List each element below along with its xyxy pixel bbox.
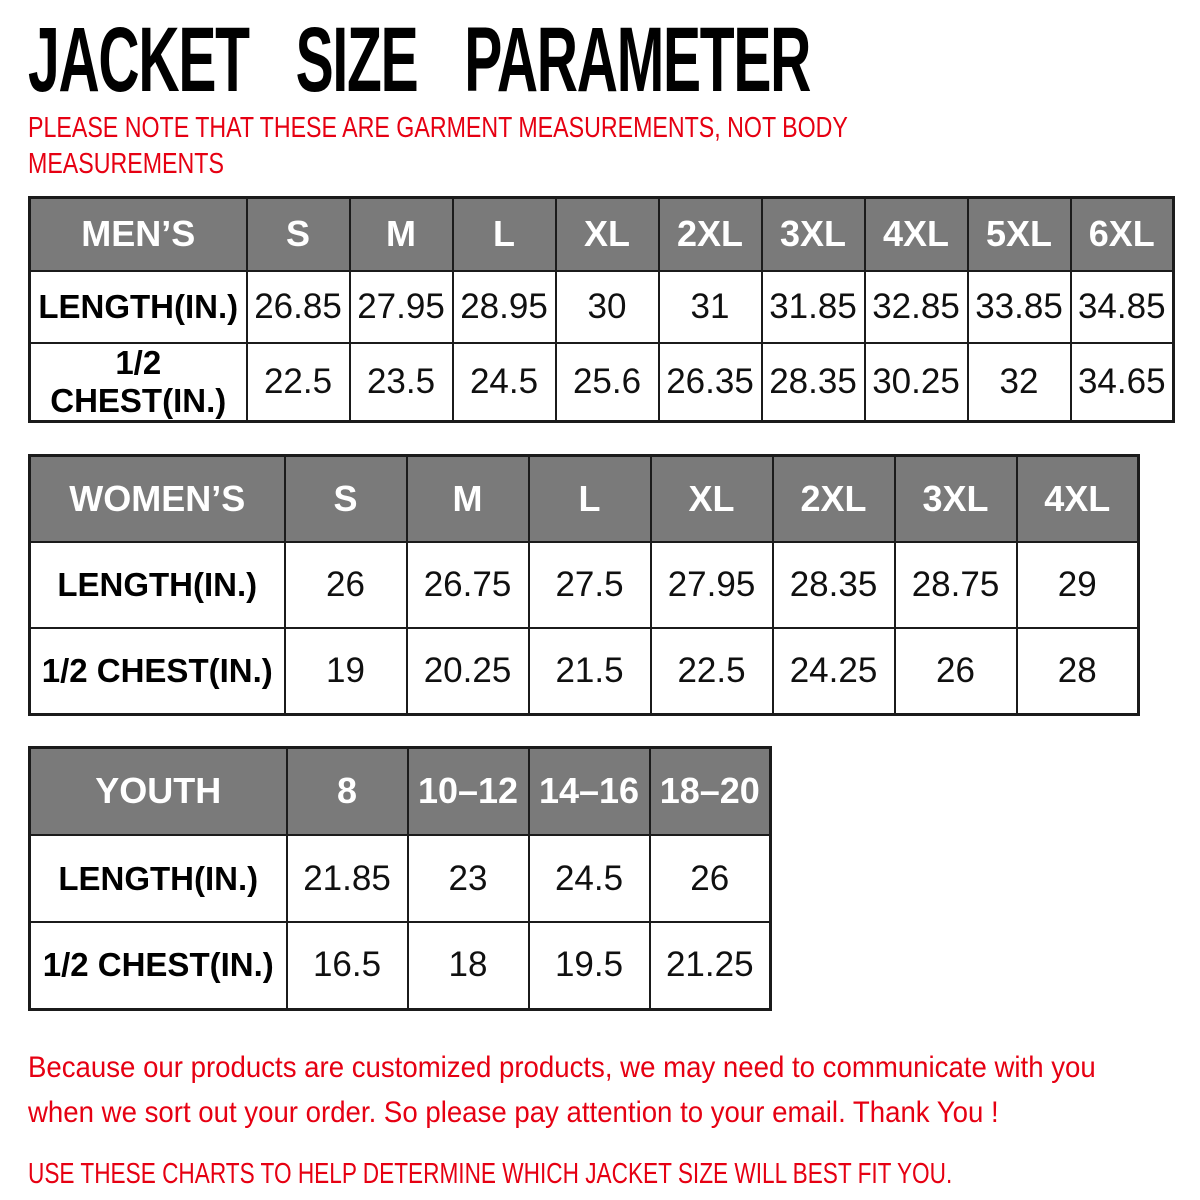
note-line-2: MEASUREMENTS: [28, 148, 224, 180]
size-value-cell: 30.25: [865, 343, 968, 422]
size-value-cell: 18: [408, 922, 529, 1009]
size-header-cell: S: [285, 455, 407, 542]
row-label-cell: LENGTH(IN.): [30, 542, 285, 628]
size-value-cell: 23: [408, 835, 529, 922]
size-value-cell: 27.5: [529, 542, 651, 628]
size-header-cell: 18–20: [650, 747, 771, 835]
row-label-cell: 1/2 CHEST(IN.): [30, 343, 247, 422]
size-value-cell: 28.95: [453, 271, 556, 343]
size-value-cell: 26: [650, 835, 771, 922]
size-header-cell: 2XL: [773, 455, 895, 542]
customization-notice-line-1: Because our products are customized products, we may need to communicate with you: [28, 1050, 1096, 1084]
size-header-cell: S: [247, 198, 350, 271]
size-header-cell: 8: [287, 747, 408, 835]
youth-table-title-cell: YOUTH: [30, 747, 287, 835]
size-value-cell: 27.95: [651, 542, 773, 628]
size-value-cell: 24.25: [773, 628, 895, 714]
size-header-cell: L: [529, 455, 651, 542]
youth-header-row: [30, 747, 771, 835]
youth-size-table: [28, 746, 772, 1011]
size-value-cell: 31.85: [762, 271, 865, 343]
size-value-cell: 26.85: [247, 271, 350, 343]
size-value-cell: 23.5: [350, 343, 453, 422]
size-value-cell: 33.85: [968, 271, 1071, 343]
womens-chest-row: [30, 628, 1139, 714]
size-value-cell: 32: [968, 343, 1071, 422]
womens-size-table: [28, 454, 1140, 716]
page-title: JACKET SIZE PARAMETER: [28, 9, 811, 111]
size-value-cell: 28: [1017, 628, 1139, 714]
size-header-cell: 4XL: [865, 198, 968, 271]
row-label-cell: LENGTH(IN.): [30, 835, 287, 922]
size-value-cell: 28.75: [895, 542, 1017, 628]
size-value-cell: 21.85: [287, 835, 408, 922]
size-value-cell: 24.5: [529, 835, 650, 922]
youth-chest-row: [30, 922, 771, 1009]
charts-usage-note: USE THESE CHARTS TO HELP DETERMINE WHICH JACKET SIZE WILL BEST FIT YOU.: [28, 1157, 953, 1190]
womens-table-title-cell: WOMEN’S: [30, 455, 285, 542]
size-header-cell: 4XL: [1017, 455, 1139, 542]
mens-table-title-cell: MEN’S: [30, 198, 247, 271]
mens-chest-row: [30, 343, 1174, 422]
customization-notice: [28, 1045, 1200, 1135]
size-header-cell: M: [407, 455, 529, 542]
size-header-cell: 3XL: [895, 455, 1017, 542]
size-value-cell: 27.95: [350, 271, 453, 343]
womens-header-row: [30, 455, 1139, 542]
size-value-cell: 20.25: [407, 628, 529, 714]
mens-length-row: [30, 271, 1174, 343]
size-value-cell: 34.85: [1071, 271, 1174, 343]
size-value-cell: 26.35: [659, 343, 762, 422]
size-value-cell: 31: [659, 271, 762, 343]
size-header-cell: L: [453, 198, 556, 271]
row-label-cell: LENGTH(IN.): [30, 271, 247, 343]
size-header-cell: 5XL: [968, 198, 1071, 271]
size-header-cell: 6XL: [1071, 198, 1174, 271]
note-line-1: PLEASE NOTE THAT THESE ARE GARMENT MEASUREMENTS, NOT BODY: [28, 112, 848, 144]
womens-length-row: [30, 542, 1139, 628]
size-header-cell: 3XL: [762, 198, 865, 271]
size-value-cell: 22.5: [651, 628, 773, 714]
row-label-cell: 1/2 CHEST(IN.): [30, 922, 287, 1009]
size-header-cell: XL: [556, 198, 659, 271]
size-header-cell: 10–12: [408, 747, 529, 835]
size-value-cell: 16.5: [287, 922, 408, 1009]
size-value-cell: 21.25: [650, 922, 771, 1009]
size-value-cell: 28.35: [773, 542, 895, 628]
size-value-cell: 22.5: [247, 343, 350, 422]
size-header-cell: XL: [651, 455, 773, 542]
size-value-cell: 21.5: [529, 628, 651, 714]
size-value-cell: 30: [556, 271, 659, 343]
size-value-cell: 29: [1017, 542, 1139, 628]
mens-header-row: [30, 198, 1174, 271]
size-value-cell: 34.65: [1071, 343, 1174, 422]
size-header-cell: M: [350, 198, 453, 271]
size-value-cell: 19: [285, 628, 407, 714]
customization-notice-line-2: when we sort out your order. So please pay attention to your email. Thank You !: [28, 1095, 999, 1129]
row-label-cell: 1/2 CHEST(IN.): [30, 628, 285, 714]
size-value-cell: 26: [895, 628, 1017, 714]
size-value-cell: 26.75: [407, 542, 529, 628]
mens-size-table: [28, 196, 1175, 423]
size-value-cell: 19.5: [529, 922, 650, 1009]
size-header-cell: 2XL: [659, 198, 762, 271]
youth-length-row: [30, 835, 771, 922]
size-header-cell: 14–16: [529, 747, 650, 835]
size-value-cell: 25.6: [556, 343, 659, 422]
size-value-cell: 26: [285, 542, 407, 628]
size-value-cell: 28.35: [762, 343, 865, 422]
size-value-cell: 24.5: [453, 343, 556, 422]
garment-measurement-note: [28, 110, 1200, 182]
size-value-cell: 32.85: [865, 271, 968, 343]
